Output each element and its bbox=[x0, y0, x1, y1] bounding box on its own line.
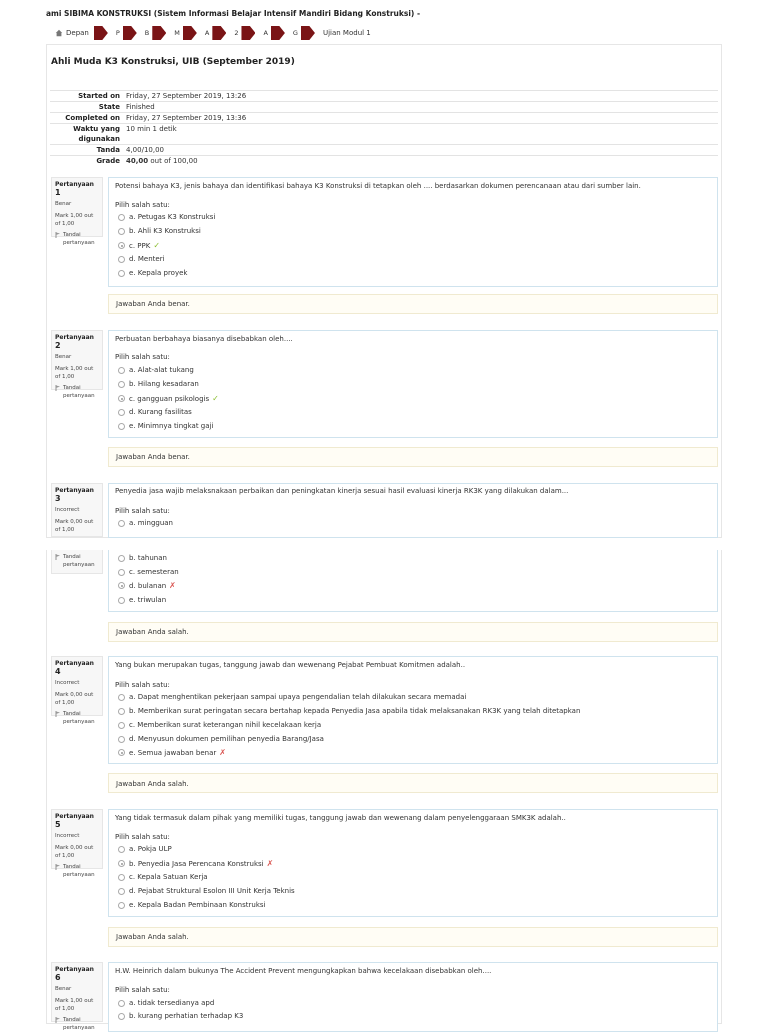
incorrect-cross-icon: ✗ bbox=[219, 748, 226, 757]
question-number bbox=[55, 334, 99, 350]
option-label: e. Kepala proyek bbox=[129, 269, 188, 277]
option-label: b. Memberikan surat peringatan secara bertahap kepada Penyedia Jasa apabila tidak melaksanakan RK3K yang telah ditetapkan bbox=[129, 707, 581, 715]
answer-option[interactable] bbox=[118, 707, 580, 715]
radio-button[interactable] bbox=[118, 582, 125, 589]
answer-option[interactable] bbox=[118, 873, 208, 881]
option-label: c. semesteran bbox=[129, 568, 179, 576]
breadcrumb-separator bbox=[183, 26, 197, 40]
radio-button[interactable] bbox=[118, 902, 125, 909]
option-label: a. Petugas K3 Konstruksi bbox=[129, 213, 216, 221]
answer-option[interactable] bbox=[118, 394, 219, 403]
option-label: a. Dapat menghentikan pekerjaan sampai upaya pengendalian telah dilakukan secara memadai bbox=[129, 693, 467, 701]
summary-value: Friday, 27 September 2019, 13:36 bbox=[126, 114, 247, 122]
feedback-text: Jawaban Anda salah. bbox=[116, 780, 189, 788]
question-info bbox=[51, 962, 103, 1031]
answer-prompt: Pilih salah satu: bbox=[115, 507, 170, 515]
option-label: d. Menteri bbox=[129, 255, 165, 263]
summary-label: Grade bbox=[96, 157, 120, 165]
breadcrumb-item[interactable]: A bbox=[263, 29, 268, 37]
radio-button[interactable] bbox=[118, 874, 125, 881]
breadcrumb-current[interactable]: Ujian Modul 1 bbox=[322, 29, 371, 37]
option-label: d. bulanan bbox=[129, 581, 167, 590]
question-content-box-continued bbox=[108, 550, 718, 612]
breadcrumb-separator bbox=[212, 26, 226, 40]
question-info bbox=[51, 330, 103, 399]
question-state: Benar bbox=[55, 354, 72, 360]
summary-value bbox=[126, 156, 718, 166]
breadcrumb-item[interactable]: P bbox=[115, 29, 120, 37]
feedback-box bbox=[108, 622, 718, 642]
flag-question-button[interactable] bbox=[55, 710, 99, 726]
answer-option[interactable] bbox=[118, 241, 160, 250]
feedback-text: Jawaban Anda salah. bbox=[116, 628, 189, 636]
answer-option[interactable] bbox=[118, 845, 172, 853]
answer-option[interactable] bbox=[118, 748, 226, 757]
summary-label: State bbox=[98, 103, 120, 111]
flag-question-button[interactable] bbox=[55, 553, 99, 569]
option-label: c. PPK bbox=[129, 241, 151, 250]
radio-button[interactable] bbox=[118, 242, 125, 249]
answer-option[interactable] bbox=[118, 422, 213, 430]
answer-option[interactable] bbox=[118, 887, 295, 895]
answer-option[interactable] bbox=[118, 596, 166, 604]
incorrect-cross-icon: ✗ bbox=[266, 859, 274, 868]
radio-button[interactable] bbox=[118, 1013, 125, 1020]
correct-check-icon: ✓ bbox=[212, 394, 219, 403]
breadcrumb-item[interactable]: 2 bbox=[234, 29, 239, 37]
question-state: Incorrect bbox=[55, 507, 80, 513]
answer-option[interactable] bbox=[118, 380, 199, 388]
feedback-text: Jawaban Anda benar. bbox=[116, 453, 190, 461]
flag-icon bbox=[55, 232, 61, 238]
flag-question-button[interactable] bbox=[55, 231, 99, 247]
summary-label: Completed on bbox=[65, 114, 120, 122]
question-info bbox=[51, 656, 103, 725]
answer-option[interactable] bbox=[118, 554, 167, 562]
question-num: 2 bbox=[55, 341, 61, 350]
option-label: e. Semua jawaban benar bbox=[129, 748, 217, 757]
option-label: e. Kepala Badan Pembinaan Konstruksi bbox=[129, 901, 266, 909]
question-info bbox=[51, 177, 103, 246]
summary-value: Friday, 27 September 2019, 13:26 bbox=[126, 92, 247, 100]
radio-button[interactable] bbox=[118, 694, 125, 701]
question-text: Potensi bahaya K3, jenis bahaya dan identifikasi bahaya K3 Konstruksi di tetapkan oleh .... berdasarkan dokumen perencanaan atau dari sumber lain. bbox=[115, 182, 641, 190]
summary-row bbox=[50, 90, 718, 101]
breadcrumb-home[interactable] bbox=[55, 29, 89, 37]
answer-option[interactable] bbox=[118, 901, 265, 909]
summary-value: 10 min 1 detik bbox=[126, 125, 177, 133]
breadcrumb-separator bbox=[94, 26, 108, 40]
answer-option[interactable] bbox=[118, 519, 173, 527]
flag-label: Tandai pertanyaan bbox=[63, 864, 95, 878]
grade-suffix: out of 100,00 bbox=[148, 157, 198, 165]
feedback-box bbox=[108, 294, 718, 314]
flag-label: Tandai pertanyaan bbox=[63, 232, 95, 246]
option-label: a. tidak tersedianya apd bbox=[129, 999, 215, 1007]
question-info bbox=[51, 809, 103, 878]
flag-question-button[interactable] bbox=[55, 1016, 99, 1032]
summary-value: 4,00/10,00 bbox=[126, 146, 164, 154]
radio-button[interactable] bbox=[118, 256, 125, 263]
question-number bbox=[55, 966, 99, 982]
answer-option[interactable] bbox=[118, 408, 192, 416]
summary-row bbox=[50, 112, 718, 123]
option-label: a. mingguan bbox=[129, 519, 173, 527]
answer-option[interactable] bbox=[118, 227, 201, 235]
question-mark: Mark 1,00 out of 1,00 bbox=[55, 213, 94, 227]
radio-button[interactable] bbox=[118, 270, 125, 277]
flag-label: Tandai pertanyaan bbox=[63, 711, 95, 725]
breadcrumb bbox=[55, 26, 371, 40]
answer-option[interactable] bbox=[118, 721, 321, 729]
breadcrumb-separator bbox=[301, 26, 315, 40]
incorrect-cross-icon: ✗ bbox=[169, 581, 176, 590]
option-label: d. Pejabat Struktural Esolon III Unit Kerja Teknis bbox=[129, 887, 295, 895]
question-label: Pertanyaan bbox=[55, 813, 94, 820]
radio-button[interactable] bbox=[118, 214, 125, 221]
feedback-box bbox=[108, 773, 718, 793]
question-label: Pertanyaan bbox=[55, 966, 94, 973]
option-label: c. gangguan psikologis bbox=[129, 394, 210, 403]
radio-button[interactable] bbox=[118, 708, 125, 715]
answer-prompt: Pilih salah satu: bbox=[115, 833, 170, 841]
question-mark: Mark 1,00 out of 1,00 bbox=[55, 366, 94, 380]
breadcrumb-item[interactable]: A bbox=[204, 29, 210, 37]
answer-option[interactable] bbox=[118, 269, 187, 277]
radio-button[interactable] bbox=[118, 409, 125, 416]
question-state: Incorrect bbox=[55, 680, 80, 686]
summary-label: Tanda bbox=[96, 146, 120, 154]
correct-check-icon: ✓ bbox=[153, 241, 161, 250]
attempt-summary-table bbox=[50, 90, 718, 166]
summary-row bbox=[50, 123, 718, 144]
option-label: b. Hilang kesadaran bbox=[129, 380, 199, 388]
question-num: 6 bbox=[55, 973, 61, 982]
answer-prompt: Pilih salah satu: bbox=[115, 201, 170, 209]
question-number bbox=[55, 660, 99, 676]
radio-button[interactable] bbox=[118, 228, 125, 235]
question-label: Pertanyaan bbox=[55, 487, 94, 494]
breadcrumb-separator bbox=[123, 26, 137, 40]
answer-option[interactable] bbox=[118, 1012, 243, 1020]
radio-button[interactable] bbox=[118, 722, 125, 729]
summary-label: Started on bbox=[78, 92, 120, 100]
flag-label: Tandai pertanyaan bbox=[63, 1017, 95, 1031]
radio-button[interactable] bbox=[118, 520, 125, 527]
question-number bbox=[55, 813, 99, 829]
answer-option[interactable] bbox=[118, 581, 176, 590]
question-mark: Mark 0,00 out of 1,00 bbox=[55, 845, 94, 859]
question-num: 4 bbox=[55, 667, 61, 676]
answer-prompt: Pilih salah satu: bbox=[115, 681, 170, 689]
radio-button[interactable] bbox=[118, 367, 125, 374]
question-state: Incorrect bbox=[55, 833, 80, 839]
feedback-box bbox=[108, 447, 718, 467]
feedback-box bbox=[108, 927, 718, 947]
radio-button[interactable] bbox=[118, 860, 125, 867]
radio-button[interactable] bbox=[118, 1000, 125, 1007]
question-text: Perbuatan berbahaya biasanya disebabkan oleh.... bbox=[115, 335, 293, 343]
radio-button[interactable] bbox=[118, 423, 125, 430]
answer-option[interactable] bbox=[118, 693, 466, 701]
feedback-text: Jawaban Anda salah. bbox=[116, 933, 189, 941]
question-info bbox=[51, 483, 103, 537]
page-title: Ahli Muda K3 Konstruksi, UIB (September 2019) bbox=[51, 57, 295, 67]
breadcrumb-item[interactable]: B bbox=[144, 29, 150, 37]
flag-label: Tandai pertanyaan bbox=[63, 385, 95, 399]
answer-option[interactable] bbox=[118, 735, 324, 743]
question-label: Pertanyaan bbox=[55, 181, 94, 188]
radio-button[interactable] bbox=[118, 846, 125, 853]
radio-button[interactable] bbox=[118, 569, 125, 576]
breadcrumb-item[interactable]: G bbox=[292, 29, 298, 37]
question-num: 5 bbox=[55, 820, 61, 829]
flag-label: Tandai pertanyaan bbox=[63, 554, 95, 568]
top-bar bbox=[0, 0, 768, 22]
question-number bbox=[55, 487, 99, 503]
breadcrumb-separator bbox=[271, 26, 285, 40]
radio-button[interactable] bbox=[118, 888, 125, 895]
option-label: b. tahunan bbox=[129, 554, 167, 562]
radio-button[interactable] bbox=[118, 597, 125, 604]
question-num: 3 bbox=[55, 494, 61, 503]
question-text: Penyedia jasa wajib melaksnakaan perbaikan dan peningkatan kinerja sesuai hasil evaluasi kinerja RK3K yang dilakukan dalam... bbox=[115, 487, 569, 495]
question-info-continued bbox=[51, 550, 103, 574]
flag-icon bbox=[55, 864, 61, 870]
flag-icon bbox=[55, 554, 61, 560]
option-label: b. Ahli K3 Konstruksi bbox=[129, 227, 201, 235]
flag-question-button[interactable] bbox=[55, 384, 99, 400]
page-break bbox=[0, 538, 768, 550]
radio-button[interactable] bbox=[118, 395, 125, 402]
flag-icon bbox=[55, 711, 61, 717]
question-mark: Mark 1,00 out of 1,00 bbox=[55, 998, 94, 1012]
radio-button[interactable] bbox=[118, 736, 125, 743]
breadcrumb-separator bbox=[241, 26, 255, 40]
answer-option[interactable] bbox=[118, 255, 165, 263]
answer-option[interactable] bbox=[118, 366, 194, 374]
option-label: a. Alat-alat tukang bbox=[129, 366, 194, 374]
question-text: Yang tidak termasuk dalam pihak yang memiliki tugas, tanggung jawab dan wewenang dalam penyelenggaraan SMK3K adalah.. bbox=[115, 814, 566, 822]
option-label: a. Pokja ULP bbox=[129, 845, 172, 853]
question-mark: Mark 0,00 out of 1,00 bbox=[55, 519, 94, 533]
flag-icon bbox=[55, 1017, 61, 1023]
question-num: 1 bbox=[55, 188, 61, 197]
question-text: H.W. Heinrich dalam bukunya The Accident Prevent mengungkapkan bahwa kecelakaan disebabkan oleh.... bbox=[115, 967, 492, 975]
question-state: Benar bbox=[55, 986, 72, 992]
answer-option[interactable] bbox=[118, 859, 273, 868]
question-text: Yang bukan merupakan tugas, tanggung jawab dan wewenang Pejabat Pembuat Komitmen adalah.. bbox=[115, 661, 466, 669]
option-label: d. Menyusun dokumen pemilihan penyedia Barang/Jasa bbox=[129, 735, 324, 743]
radio-button[interactable] bbox=[118, 555, 125, 562]
summary-label: Waktu yang digunakan bbox=[73, 125, 120, 143]
breadcrumb-item[interactable]: M bbox=[174, 29, 180, 37]
option-label: c. Memberikan surat keterangan nihil kecelakaan kerja bbox=[129, 721, 322, 729]
flag-question-button[interactable] bbox=[55, 863, 99, 879]
breadcrumb-separator bbox=[152, 26, 166, 40]
answer-option[interactable] bbox=[118, 213, 215, 221]
radio-button[interactable] bbox=[118, 749, 125, 756]
answer-option[interactable] bbox=[118, 568, 179, 576]
option-label: e. Minimnya tingkat gaji bbox=[129, 422, 214, 430]
option-label: b. kurang perhatian terhadap K3 bbox=[129, 1012, 244, 1020]
question-mark: Mark 0,00 out of 1,00 bbox=[55, 692, 94, 706]
site-title: ami SIBIMA KONSTRUKSI (Sistem Informasi Belajar Intensif Mandiri Bidang Konstruksi) - bbox=[46, 9, 421, 18]
answer-option[interactable] bbox=[118, 999, 214, 1007]
feedback-text: Jawaban Anda benar. bbox=[116, 300, 190, 308]
radio-button[interactable] bbox=[118, 381, 125, 388]
question-number bbox=[55, 181, 99, 197]
summary-row bbox=[50, 144, 718, 155]
answer-prompt: Pilih salah satu: bbox=[115, 353, 170, 361]
question-label: Pertanyaan bbox=[55, 660, 94, 667]
answer-prompt: Pilih salah satu: bbox=[115, 986, 170, 994]
grade-value: 40,00 bbox=[126, 157, 149, 165]
home-icon bbox=[55, 29, 63, 37]
breadcrumb-home-label: Depan bbox=[66, 29, 89, 37]
option-label: e. triwulan bbox=[129, 596, 167, 604]
flag-icon bbox=[55, 385, 61, 391]
summary-row bbox=[50, 155, 718, 166]
question-state: Benar bbox=[55, 201, 72, 207]
option-label: c. Kepala Satuan Kerja bbox=[129, 873, 208, 881]
summary-value: Finished bbox=[126, 103, 155, 111]
question-label: Pertanyaan bbox=[55, 334, 94, 341]
option-label: d. Kurang fasilitas bbox=[129, 408, 192, 416]
option-label: b. Penyedia Jasa Perencana Konstruksi bbox=[129, 859, 264, 868]
summary-row bbox=[50, 101, 718, 112]
